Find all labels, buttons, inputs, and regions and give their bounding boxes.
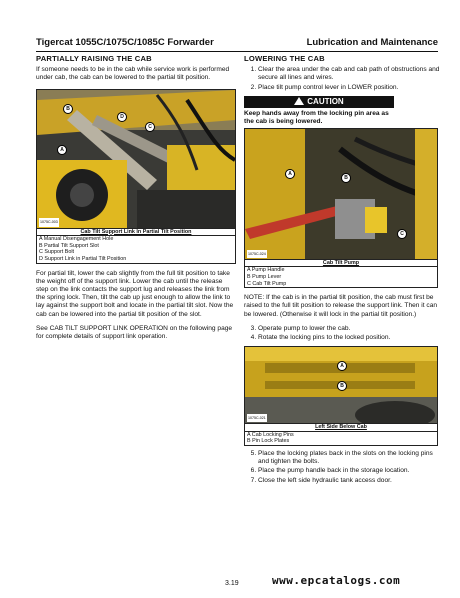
legend-item: D Support Link in Partial Tilt Position xyxy=(39,255,127,262)
note-paragraph: NOTE: If the cab is in the partial tilt position, the cab must first be raised to the full tilt position to release the support link. Then it can be lowered. (Otherwise it will lock in the partial tilt position.) xyxy=(244,294,438,318)
section-title: Lubrication and Maintenance xyxy=(306,37,438,48)
watermark-url: www.epcatalogs.com xyxy=(272,574,401,587)
step: 6. Place the pump handle back in the storage location. xyxy=(258,467,440,475)
callout-c: C xyxy=(145,122,155,132)
step: 1. Clear the area under the cab and cab path of obstructions and secure all lines and wires. xyxy=(258,66,440,82)
caption-title: Cab Tilt Pump xyxy=(245,260,437,268)
step: 4. Rotate the locking pins to the locked position. xyxy=(258,334,440,342)
legend-item: C Support Bolt xyxy=(39,249,75,256)
callout-d: D xyxy=(117,112,127,122)
figure-id: 1075C-003 xyxy=(39,218,59,226)
callout-a: A xyxy=(57,145,67,155)
page-number: 3.19 xyxy=(225,580,239,587)
legend-item: B Partial Tilt Support Slot xyxy=(39,242,99,249)
step: 7. Close the left side hydraulic tank access door. xyxy=(258,477,440,485)
figure-caption xyxy=(244,424,438,446)
caution-box xyxy=(244,96,394,126)
legend-item: B Pin Lock Plates xyxy=(247,438,290,445)
caption-title: Left Side Below Cab xyxy=(245,424,437,432)
figure-id: 1075C-021 xyxy=(247,414,267,422)
warning-icon xyxy=(294,97,304,105)
callout-a: A xyxy=(337,361,347,371)
callout-b: B xyxy=(337,381,347,391)
caution-text: Keep hands away from the locking pin area as the cab is being lowered. xyxy=(244,109,389,125)
left-column xyxy=(36,55,236,347)
right-column xyxy=(244,55,440,489)
caption-title: Cab Tilt Support Link In Partial Tilt Position xyxy=(37,229,235,237)
figure-id: 1075C-024 xyxy=(247,250,267,258)
caution-label: CAUTION xyxy=(307,96,344,106)
page-header xyxy=(36,37,438,52)
callout-b: B xyxy=(341,173,351,183)
legend-item: A Manual Disengagement Hole xyxy=(39,236,114,243)
see-reference-paragraph: See CAB TILT SUPPORT LINK OPERATION on the following page for complete details of support link operation. xyxy=(36,324,233,340)
lowering-heading: LOWERING THE CAB xyxy=(244,54,325,63)
cab-tilt-pump-image xyxy=(245,129,437,259)
lowering-steps-2 xyxy=(244,325,440,342)
cab-tilt-pump-photo xyxy=(244,128,438,260)
lowering-steps-1 xyxy=(244,66,440,92)
figure-caption xyxy=(244,260,438,288)
legend-item: C Cab Tilt Pump xyxy=(247,280,287,287)
figure-caption xyxy=(36,229,236,264)
cab-tilt-support-photo xyxy=(36,89,236,229)
step: 3. Operate pump to lower the cab. xyxy=(258,325,440,333)
legend-item: A Pump Handle xyxy=(247,267,285,274)
document-title: Tigercat 1055C/1075C/1085C Forwarder xyxy=(36,37,214,48)
caution-banner xyxy=(244,96,394,108)
legend-item: A Cab Locking Pins xyxy=(247,431,294,438)
partial-tilt-paragraph: For partial tilt, lower the cab slightly from the full tilt position to take the weight off of the support link. Lower the cab until the release step on the link contacts the support lug and releases the link from the spring lock. Then, tilt the cab up just enough to allow the link to lay against the support bolt and locate in the partial tilt slot. Now the cab can be lowered into the partial tilt position of the slot. xyxy=(36,269,234,318)
partial-raise-heading: PARTIALLY RAISING THE CAB xyxy=(36,54,152,63)
callout-c: C xyxy=(397,229,407,239)
callout-b: B xyxy=(63,104,73,114)
callout-a: A xyxy=(285,169,295,179)
lowering-steps-3 xyxy=(244,450,440,485)
step: 5. Place the locking plates back in the slots on the locking pins and tighten the bolts. xyxy=(258,450,440,466)
legend-item: B Pump Lever xyxy=(247,274,282,280)
step: 2. Place tilt pump control lever in LOWER position. xyxy=(258,84,440,92)
partial-raise-intro: If someone needs to be in the cab while service work is performed under cab, the cab can be lowered to the partial tilt position. xyxy=(36,66,230,82)
left-side-below-cab-photo xyxy=(244,346,438,424)
